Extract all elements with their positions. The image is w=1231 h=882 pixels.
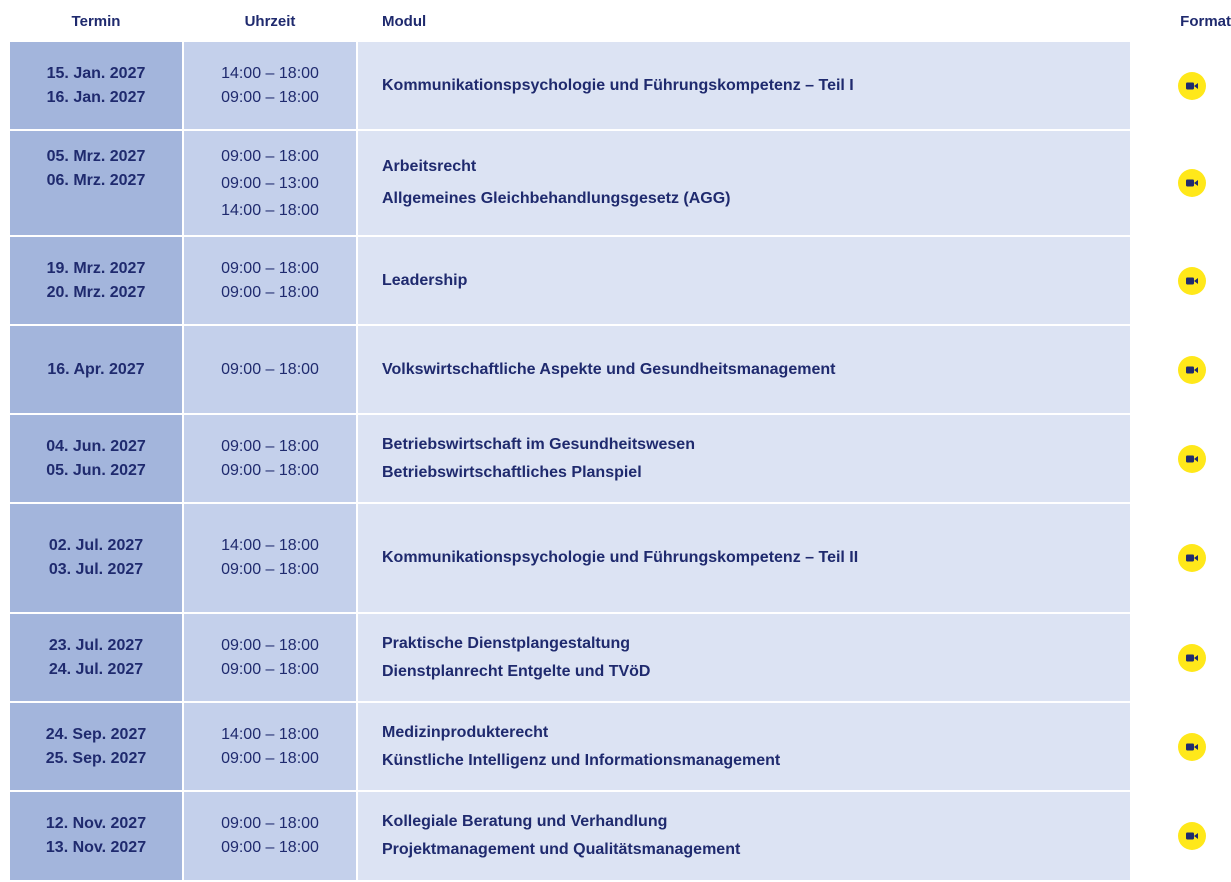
format-cell [1130,415,1231,502]
format-cell [1130,504,1231,612]
date-cell [10,504,184,612]
date-text: 06. Mrz. 2027 [46,172,146,189]
time-text: 14:00 – 18:00 [221,537,319,554]
module-title: Kollegiale Beratung und Verhandlung [382,813,668,830]
module-cell [358,131,1130,235]
date-cell [10,237,184,324]
module-title: Volkswirtschaftliche Aspekte und Gesundheitsmanagement [382,360,836,378]
module-title: Betriebswirtschaft im Gesundheitswesen [382,435,695,453]
video-camera-icon[interactable] [1178,169,1206,197]
table-row [10,614,1231,703]
time-text: 09:00 – 18:00 [221,636,319,654]
date-text: 20. Mrz. 2027 [46,283,146,301]
header-uhrzeit: Uhrzeit [244,12,296,30]
format-cell [1130,614,1231,701]
video-camera-icon[interactable] [1178,644,1206,672]
module-title: Künstliche Intelligenz und Informationsmanagement [382,751,781,769]
format-cell [1130,237,1231,324]
time-text: 14:00 – 18:00 [221,64,319,82]
table-row [10,415,1231,504]
time-text: 14:00 – 18:00 [221,725,319,743]
video-camera-icon[interactable] [1178,356,1206,384]
module-title: Projektmanagement und Qualitätsmanagement [382,841,741,858]
date-cell [10,614,184,701]
time-text: 09:00 – 18:00 [221,461,319,479]
date-cell [10,42,184,129]
module-title: Dienstplanrecht Entgelte und TVöD [382,662,651,680]
table-row [10,792,1231,882]
date-text: 16. Apr. 2027 [47,360,145,378]
time-text: 09:00 – 18:00 [221,437,319,455]
time-text: 09:00 – 18:00 [221,660,319,678]
date-text: 24. Sep. 2027 [45,725,147,743]
module-cell [358,415,1130,502]
module-cell [358,42,1130,129]
date-cell [10,703,184,790]
date-text: 24. Jul. 2027 [48,660,144,678]
time-text: 09:00 – 18:00 [221,360,319,378]
time-text: 09:00 – 18:00 [221,147,319,165]
time-text: 09:00 – 18:00 [221,561,319,578]
time-cell [184,614,358,701]
video-camera-icon[interactable] [1178,822,1206,850]
date-cell [10,326,184,413]
format-cell [1130,792,1231,880]
table-row [10,42,1231,131]
module-cell [358,326,1130,413]
date-text: 13. Nov. 2027 [45,839,147,856]
time-cell [184,326,358,413]
date-text: 05. Mrz. 2027 [46,148,146,165]
module-cell [358,504,1130,612]
date-text: 16. Jan. 2027 [46,88,146,106]
date-text: 04. Jun. 2027 [46,437,146,455]
format-cell [1130,326,1231,413]
time-cell [184,504,358,612]
time-cell [184,42,358,129]
schedule-table [10,0,1231,882]
date-text: 03. Jul. 2027 [48,561,144,578]
date-text: 25. Sep. 2027 [45,749,147,767]
table-row [10,703,1231,792]
header-format: Format [1180,12,1231,30]
time-cell [184,415,358,502]
module-title: Praktische Dienstplangestaltung [382,634,631,652]
table-row [10,326,1231,415]
format-cell [1130,703,1231,790]
module-cell [358,792,1130,880]
time-cell [184,703,358,790]
module-title: Allgemeines Gleichbehandlungsgesetz (AGG) [382,190,731,207]
video-camera-icon[interactable] [1178,445,1206,473]
time-text: 09:00 – 18:00 [221,259,319,277]
time-text: 09:00 – 18:00 [221,88,319,106]
time-cell [184,792,358,880]
header-modul: Modul [382,12,427,30]
module-title: Kommunikationspsychologie und Führungskompetenz – Teil II [382,549,859,566]
header-termin: Termin [71,12,121,30]
module-title: Kommunikationspsychologie und Führungskompetenz – Teil I [382,76,854,94]
module-title: Betriebswirtschaftliches Planspiel [382,463,642,481]
module-cell [358,237,1130,324]
video-camera-icon[interactable] [1178,544,1206,572]
format-cell [1130,42,1231,129]
date-cell [10,415,184,502]
module-title: Arbeitsrecht [382,158,477,175]
module-cell [358,614,1130,701]
time-text: 09:00 – 18:00 [221,749,319,767]
date-cell [10,131,184,235]
date-text: 12. Nov. 2027 [45,815,147,832]
time-cell [184,131,358,235]
video-camera-icon[interactable] [1178,733,1206,761]
time-text: 09:00 – 18:00 [221,815,319,832]
time-text: 09:00 – 18:00 [221,283,319,301]
video-camera-icon[interactable] [1178,72,1206,100]
time-text: 09:00 – 18:00 [221,839,319,856]
time-cell [184,237,358,324]
time-text: 09:00 – 13:00 [221,174,319,192]
format-cell [1130,131,1231,235]
module-title: Leadership [382,271,468,289]
time-text: 14:00 – 18:00 [221,201,319,219]
table-row [10,504,1231,614]
table-row [10,237,1231,326]
date-cell [10,792,184,880]
video-camera-icon[interactable] [1178,267,1206,295]
date-text: 15. Jan. 2027 [46,64,146,82]
date-text: 02. Jul. 2027 [48,537,144,554]
date-text: 19. Mrz. 2027 [46,259,146,277]
module-cell [358,703,1130,790]
table-header [10,0,1231,42]
module-title: Medizinprodukterecht [382,723,549,741]
table-row [10,131,1231,237]
date-text: 23. Jul. 2027 [48,636,144,654]
date-text: 05. Jun. 2027 [46,461,146,479]
